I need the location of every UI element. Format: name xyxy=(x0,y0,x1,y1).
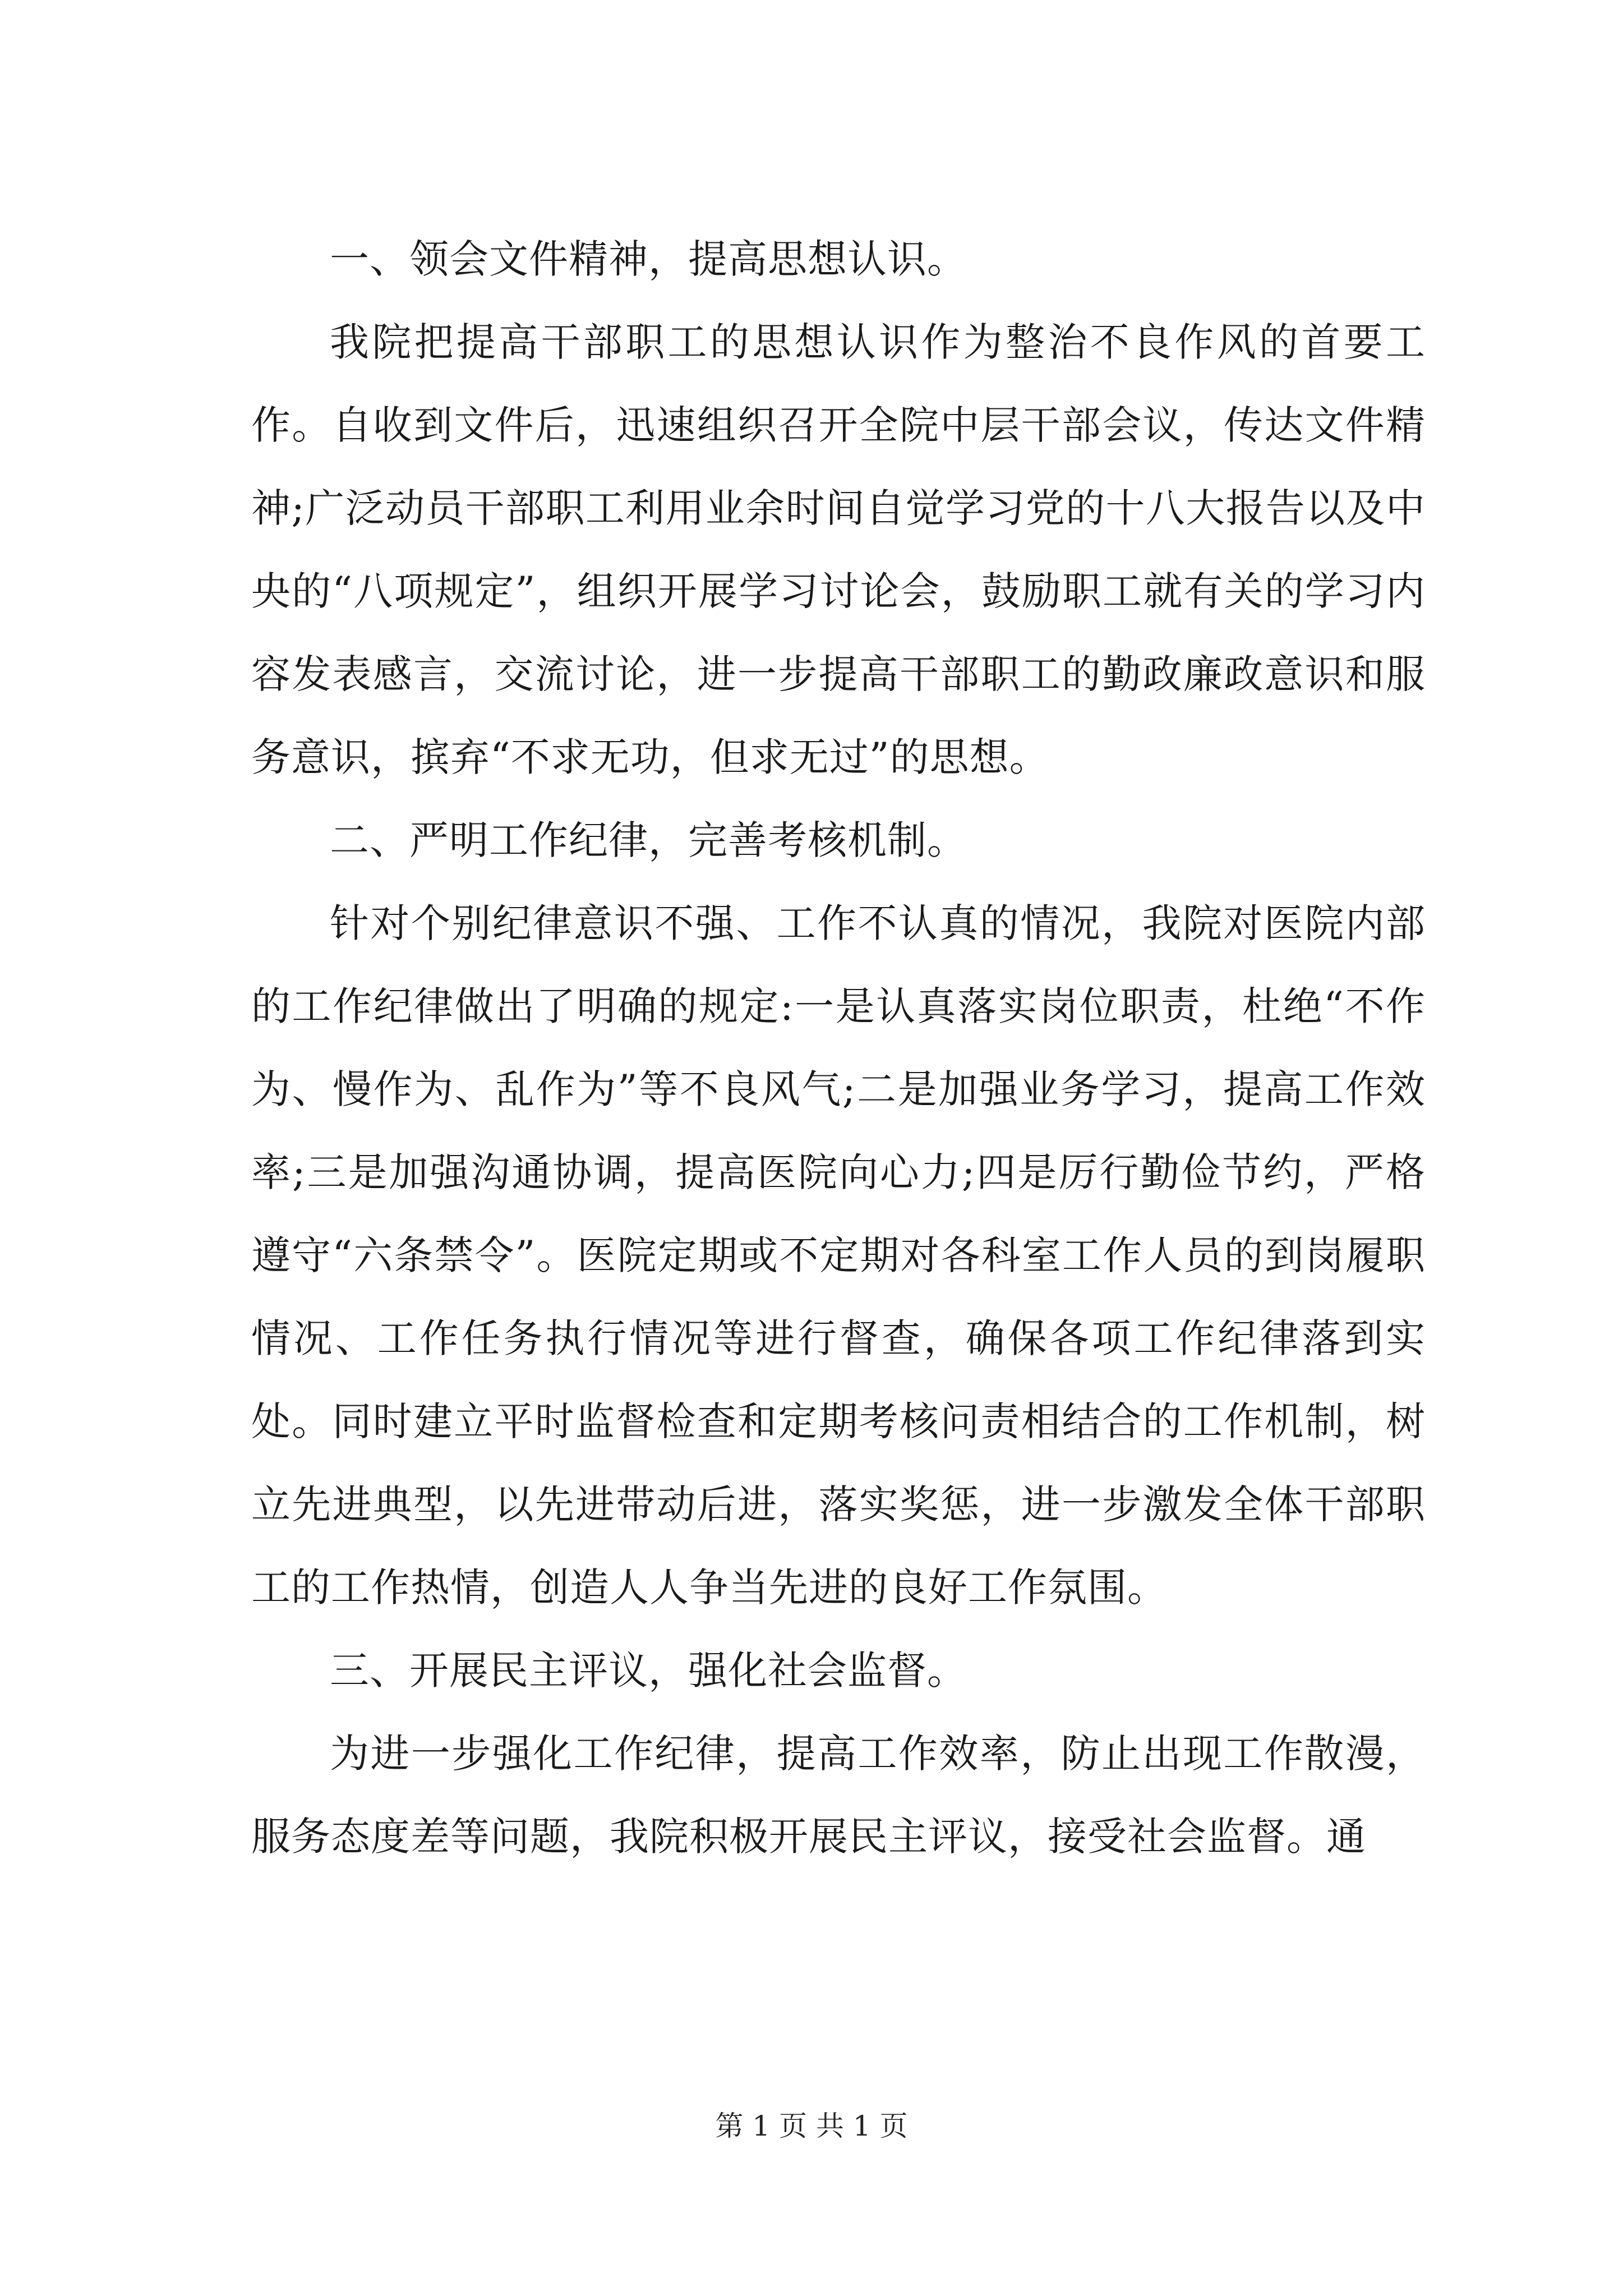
section-heading-3: 三、开展民主评议，强化社会监督。 xyxy=(330,1648,967,1694)
document-body xyxy=(251,218,1426,1878)
section-heading-2: 二、严明工作纪律，完善考核机制。 xyxy=(330,817,967,863)
section-paragraph-3: 为进一步强化工作纪律，提高工作效率，防止出现工作散漫，服务态度差等问题，我院积极开展民主评议，接受社会监督。通 xyxy=(251,1731,1426,1860)
page-number-footer: 第 1 页 共 1 页 xyxy=(715,2110,908,2142)
section-paragraph-1: 我院把提高干部职工的思想认识作为整治不良作风的首要工作。自收到文件后，迅速组织召开全院中层干部会议，传达文件精神;广泛动员干部职工利用业余时间自觉学习党的十八大报告以及中央的“八项规定”，组织开展学习讨论会，鼓励职工就有关的学习内容发表感言，交流讨论，进一步提高干部职工的勤政廉政意识和服务意识，摈弃“不求无功，但求无过”的思想。 xyxy=(251,319,1426,780)
section-paragraph-2: 针对个别纪律意识不强、工作不认真的情况，我院对医院内部的工作纪律做出了明确的规定:一是认真落实岗位职责，杜绝“不作为、慢作为、乱作为”等不良风气;二是加强业务学习，提高工作效率;三是加强沟通协调，提高医院向心力;四是厉行勤俭节约，严格遵守“六条禁令”。医院定期或不定期对各科室工作人员的到岗履职情况、工作任务执行情况等进行督查，确保各项工作纪律落到实处。同时建立平时监督检查和定期考核问责相结合的工作机制，树立先进典型，以先进带动后进，落实奖惩，进一步激发全体干部职工的工作热情，创造人人争当先进的良好工作氛围。 xyxy=(251,900,1426,1611)
section-heading-1: 一、领会文件精神，提高思想认识。 xyxy=(330,236,967,282)
